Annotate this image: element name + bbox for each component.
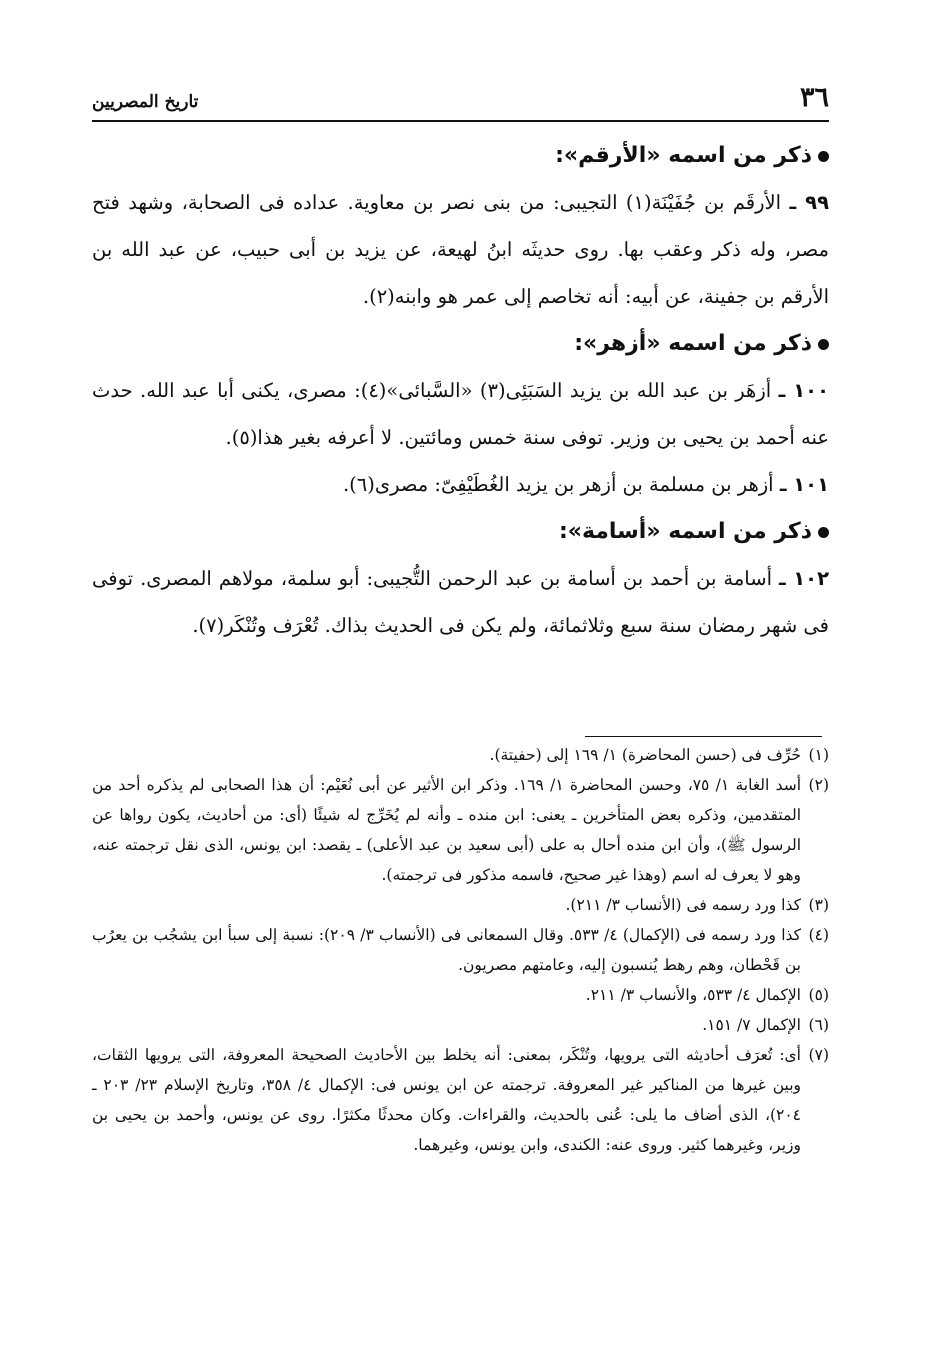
footnote-text: كذا ورد رسمه فى (الإكمال) ٤/ ٥٣٣. وقال السمعانى فى (الأنساب ٣/ ٢٠٩): نسبة إلى سبأ ابن يشجُب بن يعرُب بن قَحْطان، وهم رهط يُنسبون إليه، وعامتهم مصريون. bbox=[92, 926, 802, 974]
entry-number: ١٠٠ ـ bbox=[778, 379, 829, 402]
biography-entry bbox=[92, 555, 829, 649]
section-heading: ذكر من اسمه «الأرقم»: bbox=[92, 132, 829, 179]
biography-entry bbox=[92, 367, 829, 461]
footnote bbox=[92, 740, 829, 770]
bullet-icon bbox=[818, 527, 829, 538]
footnote-text: الإكمال ٤/ ٥٣٣، والأنساب ٣/ ٢١١. bbox=[585, 986, 801, 1004]
footnote-text: كذا ورد رسمه فى (الأنساب ٣/ ٢١١). bbox=[565, 896, 801, 914]
footnote-marker: (٦) bbox=[808, 1016, 829, 1034]
section-heading: ذكر من اسمه «أزهر»: bbox=[92, 320, 829, 367]
footnote bbox=[92, 1040, 829, 1160]
footnote-marker: (٤) bbox=[808, 926, 829, 944]
bullet-icon bbox=[818, 151, 829, 162]
footnote-marker: (٥) bbox=[808, 986, 829, 1004]
footnote bbox=[92, 770, 829, 890]
footnote-text: حُرِّف فى (حسن المحاضرة) ١/ ١٦٩ إلى (حفيتة). bbox=[489, 746, 801, 764]
entry-number: ٩٩ ـ bbox=[789, 191, 829, 214]
running-head bbox=[92, 84, 829, 111]
entry-number: ١٠١ ـ bbox=[779, 473, 829, 496]
entry-text: أزهَر بن عبد الله بن يزيد السَبَئِى(٣) «السَّبائى»(٤): مصرى، يكنى أبا عبد الله. حدث عنه أحمد بن يحيى بن وزير. توفى سنة خمس ومائتين. لا أعرفه بغير هذا(٥). bbox=[92, 379, 829, 449]
footnote-text: أسد الغابة ١/ ٧٥، وحسن المحاضرة ١/ ١٦٩. وذكر ابن الأثير عن أبى نُعَيْم: أن هذا الصحابى لم يذكره أحد من المتقدمين، وذكره بعض المتأخرين ـ يعنى: ابن منده ـ وأنه لم يُخَرِّج له شيئًا (أى: من أحاديث، يكون رواها عن الرسول ﷺ)، وأن ابن منده أحال به على (أبى سعيد بن عبد الأعلى) ـ يقصد: ابن يونس، الذى نقل ترجمته عنه، وهو لا يعرف له اسم (وهذا غير صحيح، فاسمه مذكور فى ترجمته). bbox=[92, 776, 802, 884]
header-rule bbox=[92, 120, 829, 122]
biography-entry bbox=[92, 179, 829, 320]
footnote-marker: (١) bbox=[808, 746, 829, 764]
footnote bbox=[92, 920, 829, 980]
footnote-text: الإكمال ٧/ ١٥١. bbox=[702, 1016, 801, 1034]
footnote-rule bbox=[585, 736, 822, 737]
running-title: تاريخ المصريين bbox=[92, 92, 199, 112]
page-number: ٣٦ bbox=[799, 82, 829, 113]
footnote-text: أى: تُعرَف أحاديثه التى يرويها، وتُنْكَر، بمعنى: أنه يخلط بين الأحاديث الصحيحة المعروفة، التى يرويها الثقات، وبين غيرها من المناكير غير المعروفة. ترجمته عن ابن يونس فى: الإكمال ٤/ ٣٥٨، وتاريخ الإسلام ٢٣/ ٢٠٣ ـ ٢٠٤)، الذى أضاف ما يلى: عُنى بالحديث، والقراءات. وكان محدثًا مكثرًا. روى عن يونس، وأحمد بن يحيى بن وزير، وغيرهما كثير. وروى عنه: الكندى، وابن يونس، وغيرهما. bbox=[92, 1046, 802, 1154]
section-heading: ذكر من اسمه «أسامة»: bbox=[92, 508, 829, 555]
entry-text: الأرقَم بن جُفَيْنَة(١) التجيبى: من بنى نصر بن معاوية. عداده فى الصحابة، وشهد فتح مصر، وله ذكر وعقب بها. روى حديثَه ابنُ لهيعة، عن يزيد بن أبى حبيب، عن عبد الله بن الأرقم بن جفينة، عن أبيه: أنه تخاصم إلى عمر هو وابنه(٢). bbox=[92, 191, 829, 308]
footnote-marker: (٢) bbox=[808, 776, 829, 794]
entry-number: ١٠٢ ـ bbox=[779, 567, 829, 590]
biography-entry bbox=[92, 461, 829, 508]
entry-text: أسامة بن أحمد بن أسامة بن عبد الرحمن التُّجيبى: أبو سلمة، مولاهم المصرى. توفى فى شهر رمضان سنة سبع وثلاثمائة، ولم يكن فى الحديث بذاك. تُعْرَف وتُنْكَر(٧). bbox=[92, 567, 829, 637]
footnote-marker: (٧) bbox=[808, 1046, 829, 1064]
footnote bbox=[92, 890, 829, 920]
footnote bbox=[92, 1010, 829, 1040]
footnote-marker: (٣) bbox=[808, 896, 829, 914]
main-text bbox=[92, 132, 829, 649]
footnote bbox=[92, 980, 829, 1010]
bullet-icon bbox=[818, 339, 829, 350]
footnotes bbox=[92, 740, 829, 1160]
entry-text: أزهر بن مسلمة بن أزهر بن يزيد الغُطَيْفِىّ: مصرى(٦). bbox=[342, 473, 774, 496]
